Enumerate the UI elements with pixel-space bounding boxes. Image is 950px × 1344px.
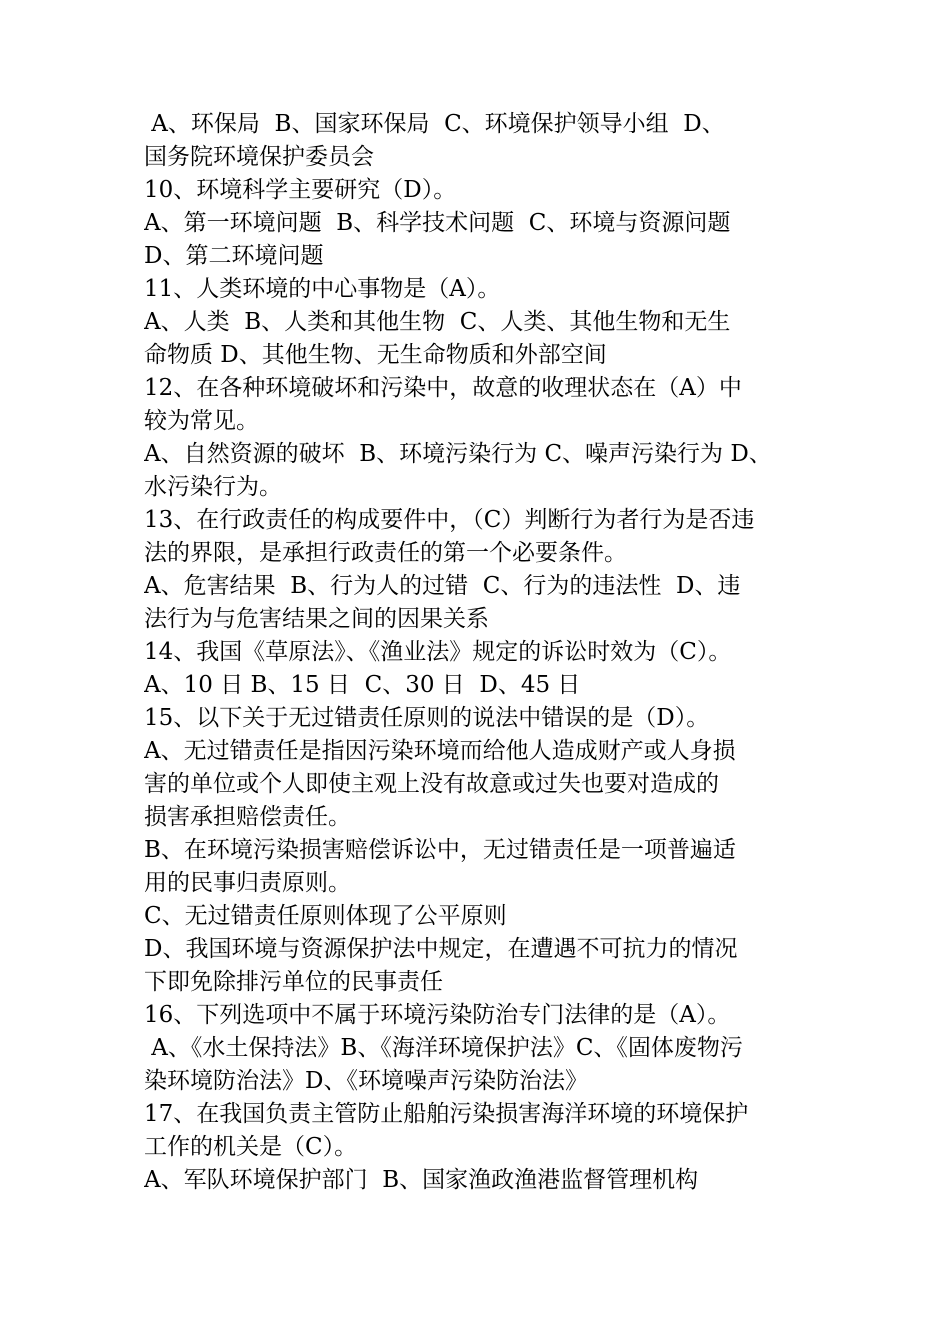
text-line: 法行为与危害结果之间的因果关系	[144, 606, 489, 632]
text-line: A、《水土保持法》B、《海洋环境保护法》C、《固体废物污	[144, 1035, 743, 1061]
text-line: B、在环境污染损害赔偿诉讼中，无过错责任是一项普遍适	[144, 837, 736, 863]
text-line: 较为常见。	[144, 408, 259, 434]
text-line: A、10 日 B、15 日 C、30 日 D、45 日	[144, 672, 581, 698]
question-12: 12、在各种环境破坏和污染中，故意的收理状态在（A）中	[144, 375, 742, 401]
text-line: 命物质 D、其他生物、无生命物质和外部空间	[144, 342, 607, 368]
text-line: A、环保局 B、国家环保局 C、环境保护领导小组 D、	[144, 111, 725, 137]
question-17: 17、在我国负责主管防止船舶污染损害海洋环境的环境保护	[144, 1101, 749, 1127]
text-line: 工作的机关是（C）。	[144, 1134, 358, 1160]
text-line: 染环境防治法》D、《环境噪声污染防治法》	[144, 1068, 588, 1094]
document-body	[144, 108, 816, 1197]
text-line: A、危害结果 B、行为人的过错 C、行为的违法性 D、违	[144, 573, 741, 599]
text-line: 法的界限，是承担行政责任的第一个必要条件。	[144, 540, 627, 566]
text-line: 用的民事归责原则。	[144, 870, 351, 896]
text-line: A、军队环境保护部门 B、国家渔政渔港监督管理机构	[144, 1167, 699, 1193]
text-line: A、无过错责任是指因污染环境而给他人造成财产或人身损	[144, 738, 736, 764]
text-line: D、第二环境问题	[144, 243, 324, 269]
question-16: 16、下列选项中不属于环境污染防治专门法律的是（A）。	[144, 1002, 731, 1028]
text-line: 下即免除排污单位的民事责任	[144, 969, 443, 995]
text-line: 损害承担赔偿责任。	[144, 804, 351, 830]
text-line: 害的单位或个人即使主观上没有故意或过失也要对造成的	[144, 771, 719, 797]
text-line: A、自然资源的破坏 B、环境污染行为 C、噪声污染行为 D、	[144, 441, 772, 467]
question-10: 10、环境科学主要研究（D）。	[144, 177, 457, 203]
question-15: 15、以下关于无过错责任原则的说法中错误的是（D）。	[144, 705, 710, 731]
text-line: D、我国环境与资源保护法中规定，在遭遇不可抗力的情况	[144, 936, 738, 962]
text-line: C、无过错责任原则体现了公平原则	[144, 903, 507, 929]
question-11: 11、人类环境的中心事物是（A）。	[144, 276, 501, 302]
text-line: 国务院环境保护委员会	[144, 144, 374, 170]
text-line: A、第一环境问题 B、科学技术问题 C、环境与资源问题	[144, 210, 731, 236]
text-line: A、人类 B、人类和其他生物 C、人类、其他生物和无生	[144, 309, 731, 335]
question-13: 13、在行政责任的构成要件中，（C）判断行为者行为是否违	[144, 507, 755, 533]
question-14: 14、我国《草原法》、《渔业法》规定的诉讼时效为（C）。	[144, 639, 732, 665]
text-line: 水污染行为。	[144, 474, 282, 500]
